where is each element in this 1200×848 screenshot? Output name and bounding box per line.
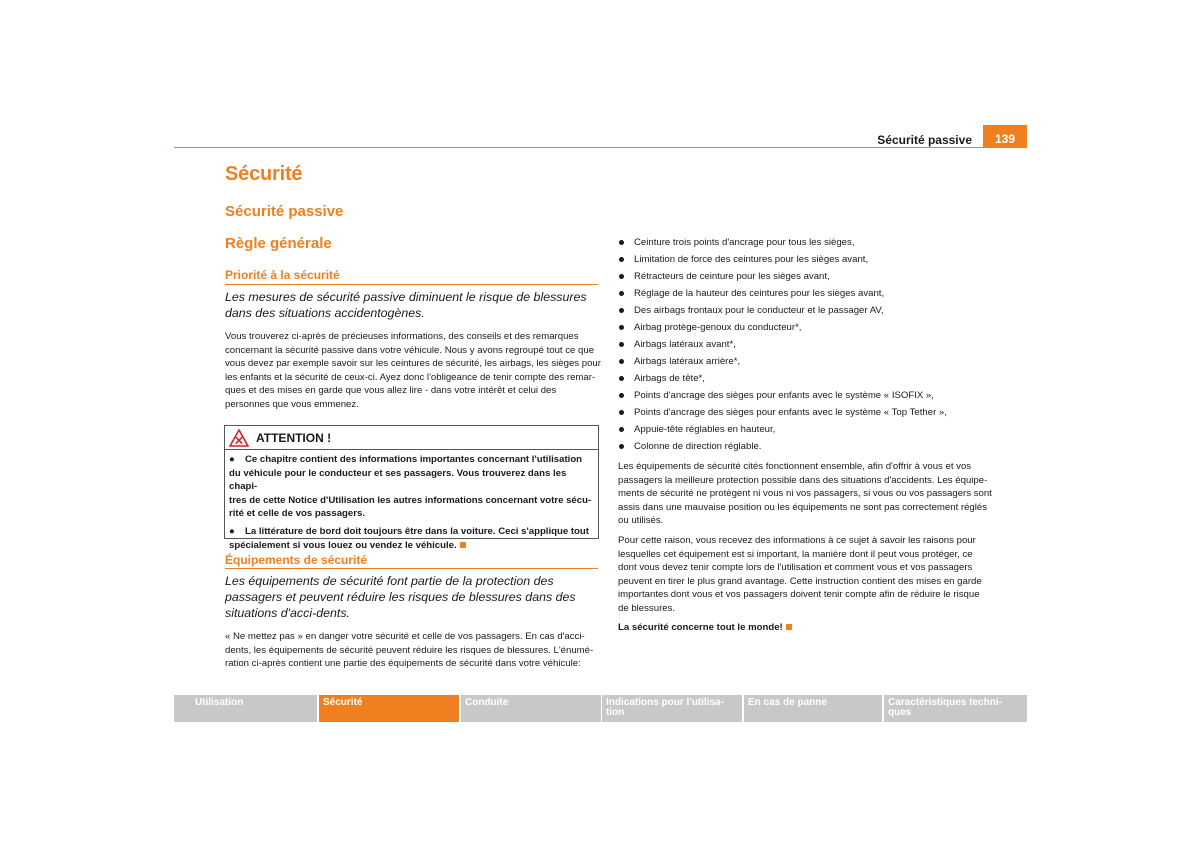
warning-title: ATTENTION !	[256, 431, 332, 445]
text-line: ou utilisés.	[618, 515, 664, 527]
text-line: dents, les équipements de sécurité peuvent réduire les risques de blessures. L'énumé-	[225, 644, 594, 656]
warning-box	[224, 425, 599, 551]
list-item: Limitation de force des ceintures pour les sièges avant,	[618, 253, 998, 270]
list-item: Airbag protège-genoux du conducteur*,	[618, 321, 998, 338]
warning-body	[225, 450, 598, 552]
text-line: passagers la meilleure protection possible dans des situations d'accidents. Les équipe-	[618, 474, 988, 486]
text-line: les enfants et la sécurité de ceux-ci. Ayez donc l'obligeance de tenir compte des remar-	[225, 371, 596, 383]
tab-label: Caractéristiques techni-	[888, 697, 1002, 708]
running-header-title: Sécurité passive	[877, 133, 972, 147]
text-line: ments de sécurité ne protègent ni vous ni vos passagers, si vous ou vos passagers sont	[618, 488, 992, 500]
text-line: personnes que vous emmenez.	[225, 398, 359, 410]
tab-label: En cas de panne	[748, 697, 827, 708]
text-line: tres de cette Notice d'Utilisation les autres informations concernant votre sécu-	[229, 494, 592, 506]
topic-rule	[225, 568, 598, 569]
text-line: concernant la sécurité passive dans votre véhicule. Nous y avons regroupé tout ce que	[225, 344, 595, 356]
tab-label: tion	[606, 707, 625, 718]
safety-equipment-list	[618, 236, 998, 457]
text-line: ration ci-après contient une partie des équipements de sécurité dans votre véhicule:	[225, 658, 581, 670]
list-item: Rétracteurs de ceinture pour les sièges avant,	[618, 270, 998, 287]
tab-securite[interactable]	[319, 695, 459, 722]
text-line: spécialement si vous louez ou vendez le véhicule.	[229, 539, 457, 551]
text-line: Vous trouverez ci-après de précieuses informations, des conseils et des remarques	[225, 331, 579, 342]
text-line: « Ne mettez pas » en danger votre sécurité et celle de vos passagers. En cas d'acci-	[225, 631, 585, 642]
chapter-title: Sécurité	[225, 163, 303, 185]
closing-statement	[618, 621, 1003, 635]
tab-label: Sécurité	[323, 697, 363, 708]
tab-label: Utilisation	[195, 697, 244, 708]
tab-en-cas-de-panne[interactable]	[744, 695, 882, 722]
warning-triangle-icon	[229, 429, 249, 447]
list-item: Points d'ancrage des sièges pour enfants avec le système « Top Tether »,	[618, 406, 998, 423]
text-line: lesquelles cet équipement est si important, la manière dont il peut vous protéger, ce	[618, 548, 973, 560]
topic-rule	[225, 284, 598, 285]
tab-utilisation[interactable]	[174, 695, 317, 722]
text-line: dont vous devez tenir compte lors de l'utilisation et comment vous et vos passagers	[618, 562, 973, 574]
header-rule	[174, 147, 1027, 148]
warning-item	[229, 525, 594, 552]
body-paragraph	[618, 460, 1003, 528]
topic-title-priority: Priorité à la sécurité	[225, 268, 340, 282]
text-line: Pour cette raison, vous recevez des informations à ce sujet à savoir les raisons pour	[618, 535, 976, 546]
list-item: Colonne de direction réglable.	[618, 440, 998, 457]
text-line: Les équipements de sécurité cités fonctionnent ensemble, afin d'offrir à vous et vos	[618, 461, 972, 472]
warning-item	[229, 453, 594, 521]
section-title: Sécurité passive	[225, 203, 344, 220]
tab-label: ques	[888, 707, 912, 718]
bullet-icon: ●	[229, 454, 235, 465]
list-item: Ceinture trois points d'ancrage pour tous les sièges,	[618, 236, 998, 253]
list-item: Réglage de la hauteur des ceintures pour les sièges avant,	[618, 287, 998, 304]
body-paragraph	[225, 330, 605, 412]
tab-conduite[interactable]	[461, 695, 601, 722]
text-line: de blessures.	[618, 602, 676, 614]
list-item: Airbags latéraux avant*,	[618, 338, 998, 355]
tab-label: Indications pour l'utilisa-	[606, 697, 724, 708]
text-line: peuvent en tirer le plus grand avantage. Cette instruction contient des mises en garde	[618, 575, 982, 587]
text-line: La littérature de bord doit toujours être dans la voiture. Ceci s'applique tout	[245, 525, 589, 537]
subsection-title: Règle générale	[225, 235, 332, 252]
warning-header	[225, 426, 598, 450]
text-line: Ce chapitre contient des informations importantes concernant l'utilisation	[245, 454, 583, 465]
text-line: rité et celle de vos passagers.	[229, 508, 365, 520]
closing-text: La sécurité concerne tout le monde!	[618, 622, 783, 633]
list-item: Appuie-tête réglables en hauteur,	[618, 423, 998, 440]
end-mark-icon	[460, 542, 466, 548]
lead-text: Les mesures de sécurité passive diminuent le risque de blessures dans des situations accidentogènes.	[225, 290, 587, 320]
text-line: vous devez par exemple savoir sur les ceintures de sécurité, les airbags, les sièges pour	[225, 358, 601, 370]
text-line: assis dans une mauvaise position ou les équipements ne sont pas correctement réglés	[618, 501, 988, 513]
list-item: Airbags latéraux arrière*,	[618, 355, 998, 372]
text-line: du véhicule pour le conducteur et ses passagers. Vous trouverez dans les chapi-	[229, 467, 567, 493]
tab-indications[interactable]	[602, 695, 742, 722]
body-paragraph	[225, 630, 605, 671]
bullet-icon: ●	[229, 525, 235, 537]
tab-caracteristiques[interactable]	[884, 695, 1027, 722]
text-line: importantes dont vous et vos passagers doivent tenir compte afin de réduire le risque	[618, 589, 980, 601]
list-item: Airbags de tête*,	[618, 372, 998, 389]
list-item: Points d'ancrage des sièges pour enfants avec le système « ISOFIX »,	[618, 389, 998, 406]
end-mark-icon	[786, 624, 792, 630]
page-number: 139	[983, 125, 1027, 148]
tab-label: Conduite	[465, 697, 509, 708]
lead-text: Les équipements de sécurité font partie de la protection des passagers et peuvent réduire les risques de blessures dans des situations d'acci-dents.	[225, 574, 576, 620]
list-item: Des airbags frontaux pour le conducteur et le passager AV,	[618, 304, 998, 321]
body-paragraph	[618, 534, 1003, 616]
text-line: ques et des mises en garde que vous allez lire - dans votre intérêt et celui des	[225, 385, 557, 397]
topic-title-equipment: Équipements de sécurité	[225, 553, 368, 567]
